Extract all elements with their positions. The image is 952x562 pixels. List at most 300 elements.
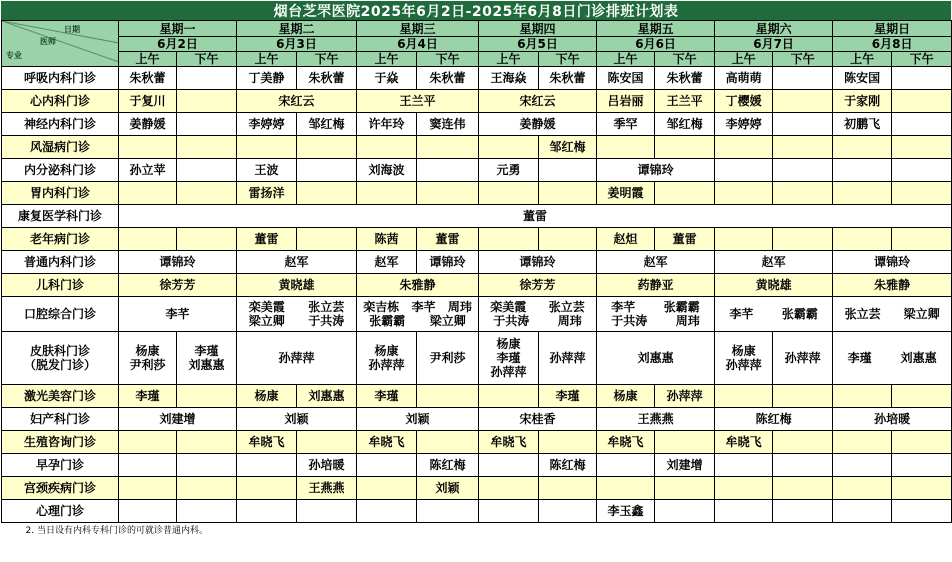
schedule-cell xyxy=(715,385,773,408)
schedule-cell: 赵军 xyxy=(357,251,417,274)
dept-label-line1: 皮肤科门诊 xyxy=(29,344,90,358)
schedule-cell: 徐芳芳 xyxy=(119,274,237,297)
doctor-name: 栾美霞 xyxy=(490,300,527,314)
schedule-cell xyxy=(539,228,597,251)
schedule-cell xyxy=(715,297,833,332)
schedule-cell: 丁美静 xyxy=(237,67,297,90)
schedule-cell xyxy=(177,67,237,90)
schedule-cell xyxy=(715,477,773,500)
schedule-cell: 牟晓飞 xyxy=(479,431,539,454)
doctor-name: 张霸霸 xyxy=(781,307,818,321)
schedule-cell: 于焱 xyxy=(357,67,417,90)
schedule-cell: 徐芳芳 xyxy=(479,274,597,297)
schedule-cell: 孙立苹 xyxy=(119,159,177,182)
schedule-cell: 姜明霞 xyxy=(597,182,655,205)
schedule-cell: 陈红梅 xyxy=(417,454,479,477)
schedule-cell xyxy=(357,297,479,332)
doctor-name: 梁立卿 xyxy=(903,307,940,321)
schedule-cell xyxy=(237,500,297,523)
schedule-cell xyxy=(119,477,177,500)
schedule-cell: 孙萍萍 xyxy=(237,332,357,385)
doctor-name: 梁立卿 xyxy=(248,314,285,328)
schedule-cell xyxy=(833,431,892,454)
schedule-cell xyxy=(655,500,715,523)
schedule-cell: 李婷婷 xyxy=(715,113,773,136)
schedule-cell xyxy=(177,385,237,408)
doctor-name: 张立芸 xyxy=(548,300,585,314)
corner-doctor-label: 医师 xyxy=(40,37,56,46)
schedule-cell xyxy=(119,454,177,477)
schedule-cell xyxy=(479,182,539,205)
schedule-cell: 牟晓飞 xyxy=(715,431,773,454)
schedule-cell: 朱雅静 xyxy=(833,274,952,297)
doctor-name: 孙萍萍 xyxy=(368,358,405,372)
dept-label: 内分泌科门诊 xyxy=(2,159,119,182)
schedule-cell xyxy=(655,136,715,159)
schedule-cell xyxy=(417,431,479,454)
schedule-cell: 刘颖 xyxy=(357,408,479,431)
dept-label: 风湿病门诊 xyxy=(2,136,119,159)
schedule-cell xyxy=(479,477,539,500)
schedule-cell xyxy=(357,477,417,500)
doctor-name: 刘惠惠 xyxy=(188,358,225,372)
schedule-cell xyxy=(297,500,357,523)
schedule-cell xyxy=(119,431,177,454)
doctor-name: 杨康 xyxy=(135,344,160,358)
row-rehab xyxy=(2,205,952,228)
row-gastro xyxy=(2,182,952,205)
schedule-cell: 于家刚 xyxy=(833,90,892,113)
schedule-cell xyxy=(479,332,539,385)
schedule-cell xyxy=(539,182,597,205)
dept-label: 神经内科门诊 xyxy=(2,113,119,136)
schedule-cell xyxy=(773,500,833,523)
schedule-cell: 王海焱 xyxy=(479,67,539,90)
corner-date-label: 日期 xyxy=(64,25,80,34)
schedule-cell xyxy=(892,228,952,251)
header-weekday-row xyxy=(2,21,952,37)
schedule-cell: 陈安国 xyxy=(833,67,892,90)
weekday-6: 星期六 xyxy=(715,21,833,37)
schedule-cell xyxy=(237,136,297,159)
schedule-cell xyxy=(715,159,773,182)
row-pregnancy xyxy=(2,454,952,477)
schedule-cell: 李玉鑫 xyxy=(597,500,655,523)
schedule-cell xyxy=(297,159,357,182)
schedule-cell xyxy=(177,182,237,205)
schedule-cell xyxy=(479,500,539,523)
date-5: 6月6日 xyxy=(597,37,715,52)
schedule-cell: 孙萍萍 xyxy=(773,332,833,385)
schedule-cell: 雷扬洋 xyxy=(237,182,297,205)
row-peds xyxy=(2,274,952,297)
schedule-cell xyxy=(479,385,539,408)
doctor-name: 尹利莎 xyxy=(129,358,166,372)
row-resp xyxy=(2,67,952,90)
row-laser xyxy=(2,385,952,408)
date-2: 6月3日 xyxy=(237,37,357,52)
schedule-cell: 李婷婷 xyxy=(237,113,297,136)
schedule-cell: 黄晓雄 xyxy=(237,274,357,297)
header-date-row xyxy=(2,37,952,52)
dept-label-line2: （脱发门诊） xyxy=(23,358,96,372)
schedule-cell xyxy=(177,228,237,251)
schedule-cell: 董雷 xyxy=(237,228,297,251)
schedule-cell xyxy=(479,297,597,332)
schedule-cell xyxy=(597,297,715,332)
schedule-cell: 赵军 xyxy=(715,251,833,274)
date-1: 6月2日 xyxy=(119,37,237,52)
row-neuro xyxy=(2,113,952,136)
pm-label: 下午 xyxy=(773,52,833,67)
schedule-cell xyxy=(892,113,952,136)
schedule-cell: 吕岩丽 xyxy=(597,90,655,113)
doctor-name: 杨康 xyxy=(374,344,399,358)
schedule-cell xyxy=(892,477,952,500)
schedule-cell: 刘颖 xyxy=(417,477,479,500)
schedule-cell xyxy=(715,454,773,477)
doctor-name: 孙萍萍 xyxy=(490,365,527,379)
schedule-cell xyxy=(357,500,417,523)
schedule-cell: 陈红梅 xyxy=(715,408,833,431)
schedule-cell: 黄晓雄 xyxy=(715,274,833,297)
schedule-cell xyxy=(119,500,177,523)
schedule-cell xyxy=(715,228,773,251)
schedule-cell: 牟晓飞 xyxy=(357,431,417,454)
pm-label: 下午 xyxy=(417,52,479,67)
doctor-name: 李瑾 xyxy=(496,351,521,365)
schedule-cell: 刘海波 xyxy=(357,159,417,182)
doctor-name: 刘惠惠 xyxy=(900,351,937,365)
schedule-cell xyxy=(773,90,833,113)
schedule-cell: 宋桂香 xyxy=(479,408,597,431)
schedule-cell: 药静亚 xyxy=(597,274,715,297)
schedule-cell xyxy=(119,182,177,205)
doctor-name: 栾吉栋 xyxy=(363,300,400,314)
schedule-cell xyxy=(773,67,833,90)
dept-label: 康复医学科门诊 xyxy=(2,205,119,228)
schedule-cell xyxy=(297,182,357,205)
schedule-cell: 朱秋蕾 xyxy=(655,67,715,90)
doctor-name: 梁立卿 xyxy=(429,314,466,328)
am-label: 上午 xyxy=(357,52,417,67)
schedule-cell: 朱秋蕾 xyxy=(417,67,479,90)
doctor-name: 李芊 xyxy=(611,300,636,314)
schedule-cell xyxy=(177,454,237,477)
schedule-cell xyxy=(773,228,833,251)
schedule-cell xyxy=(892,159,952,182)
doctor-name: 张霸霸 xyxy=(369,314,406,328)
schedule-cell: 李瑾 xyxy=(119,385,177,408)
schedule-cell xyxy=(177,136,237,159)
pm-label: 下午 xyxy=(177,52,237,67)
schedule-cell xyxy=(833,332,952,385)
schedule-cell xyxy=(539,477,597,500)
schedule-cell xyxy=(833,136,892,159)
dept-label: 胃内科门诊 xyxy=(2,182,119,205)
weekday-3: 星期三 xyxy=(357,21,479,37)
schedule-cell xyxy=(177,431,237,454)
schedule-cell: 谭锦玲 xyxy=(833,251,952,274)
schedule-cell xyxy=(119,332,177,385)
schedule-cell xyxy=(892,90,952,113)
weekday-7: 星期日 xyxy=(833,21,952,37)
corner-dept-label: 专业 xyxy=(6,51,22,60)
schedule-cell xyxy=(297,228,357,251)
schedule-cell xyxy=(417,136,479,159)
schedule-cell: 孙萍萍 xyxy=(539,332,597,385)
weekday-5: 星期五 xyxy=(597,21,715,37)
schedule-cell xyxy=(655,182,715,205)
dept-label: 口腔综合门诊 xyxy=(2,297,119,332)
date-6: 6月7日 xyxy=(715,37,833,52)
doctor-name: 张霸霸 xyxy=(663,300,700,314)
footnote: 2. 当日设有内科专科门诊的可就诊普通内科。 xyxy=(25,526,208,536)
am-label: 上午 xyxy=(237,52,297,67)
schedule-cell xyxy=(357,454,417,477)
schedule-cell: 姜静媛 xyxy=(479,113,597,136)
schedule-cell xyxy=(479,228,539,251)
schedule-cell: 赵军 xyxy=(597,251,715,274)
schedule-cell xyxy=(892,67,952,90)
schedule-cell xyxy=(833,454,892,477)
schedule-cell xyxy=(833,385,892,408)
dept-label: 老年病门诊 xyxy=(2,228,119,251)
schedule-cell xyxy=(177,332,237,385)
schedule-cell xyxy=(892,431,952,454)
schedule-cell xyxy=(177,90,237,113)
doctor-name: 杨康 xyxy=(731,344,756,358)
date-4: 6月5日 xyxy=(479,37,597,52)
schedule-cell: 窦连伟 xyxy=(417,113,479,136)
schedule-cell xyxy=(773,182,833,205)
schedule-table xyxy=(1,20,952,539)
schedule-cell: 赵军 xyxy=(237,251,357,274)
schedule-cell xyxy=(119,136,177,159)
schedule-cell xyxy=(715,182,773,205)
schedule-cell: 邹红梅 xyxy=(539,136,597,159)
dept-label: 心内科门诊 xyxy=(2,90,119,113)
header-corner xyxy=(2,21,119,67)
schedule-cell: 杨康 xyxy=(237,385,297,408)
schedule-cell xyxy=(892,500,952,523)
schedule-cell: 谭锦玲 xyxy=(479,251,597,274)
pm-label: 下午 xyxy=(297,52,357,67)
schedule-cell: 刘惠惠 xyxy=(297,385,357,408)
schedule-cell xyxy=(539,431,597,454)
doctor-name: 李芊 xyxy=(411,300,436,314)
schedule-cell xyxy=(773,136,833,159)
row-geri xyxy=(2,228,952,251)
date-7: 6月8日 xyxy=(833,37,952,52)
schedule-cell xyxy=(655,431,715,454)
schedule-cell: 李瑾 xyxy=(357,385,417,408)
schedule-cell xyxy=(773,385,833,408)
schedule-cell: 王燕燕 xyxy=(297,477,357,500)
row-endo xyxy=(2,159,952,182)
schedule-cell xyxy=(357,332,417,385)
pm-label: 下午 xyxy=(655,52,715,67)
schedule-cell xyxy=(715,500,773,523)
am-label: 上午 xyxy=(833,52,892,67)
schedule-cell xyxy=(773,113,833,136)
schedule-cell: 董雷 xyxy=(655,228,715,251)
schedule-cell xyxy=(539,500,597,523)
row-cervix xyxy=(2,477,952,500)
schedule-cell: 于复川 xyxy=(119,90,177,113)
schedule-cell xyxy=(833,297,952,332)
schedule-cell: 董雷 xyxy=(119,205,952,228)
schedule-cell: 谭锦玲 xyxy=(597,159,715,182)
schedule-cell xyxy=(357,136,417,159)
am-label: 上午 xyxy=(715,52,773,67)
doctor-name: 孙萍萍 xyxy=(725,358,762,372)
schedule-cell: 陈茜 xyxy=(357,228,417,251)
note-row xyxy=(2,523,952,540)
schedule-cell xyxy=(237,297,357,332)
schedule-cell: 朱秋蕾 xyxy=(119,67,177,90)
schedule-cell: 王兰平 xyxy=(357,90,479,113)
schedule-cell xyxy=(297,431,357,454)
doctor-name: 于共涛 xyxy=(308,314,345,328)
weekday-4: 星期四 xyxy=(479,21,597,37)
schedule-cell: 刘建增 xyxy=(655,454,715,477)
schedule-cell xyxy=(715,332,773,385)
schedule-cell xyxy=(539,159,597,182)
dept-label: 儿科门诊 xyxy=(2,274,119,297)
row-obgyn xyxy=(2,408,952,431)
schedule-cell xyxy=(773,431,833,454)
schedule-cell: 杨康 xyxy=(597,385,655,408)
weekday-1: 星期一 xyxy=(119,21,237,37)
doctor-name: 周玮 xyxy=(447,300,472,314)
schedule-cell xyxy=(833,182,892,205)
dept-label: 早孕门诊 xyxy=(2,454,119,477)
schedule-cell: 王波 xyxy=(237,159,297,182)
doctor-name: 李芊 xyxy=(729,307,754,321)
schedule-cell: 孙培暖 xyxy=(297,454,357,477)
schedule-cell xyxy=(773,454,833,477)
schedule-cell xyxy=(479,136,539,159)
schedule-cell: 元勇 xyxy=(479,159,539,182)
doctor-name: 周玮 xyxy=(557,314,582,328)
schedule-cell xyxy=(892,136,952,159)
schedule-cell xyxy=(177,159,237,182)
schedule-cell xyxy=(357,182,417,205)
doctor-name: 张立芸 xyxy=(844,307,881,321)
am-label: 上午 xyxy=(479,52,539,67)
dept-label: 普通内科门诊 xyxy=(2,251,119,274)
header-ampm-row xyxy=(2,52,952,67)
schedule-cell: 尹利莎 xyxy=(417,332,479,385)
schedule-cell xyxy=(773,159,833,182)
schedule-cell xyxy=(417,385,479,408)
schedule-cell: 刘颖 xyxy=(237,408,357,431)
schedule-cell xyxy=(417,159,479,182)
schedule-cell xyxy=(773,477,833,500)
schedule-cell: 李瑾 xyxy=(539,385,597,408)
schedule-cell: 陈红梅 xyxy=(539,454,597,477)
dept-label: 生殖咨询门诊 xyxy=(2,431,119,454)
schedule-cell xyxy=(177,477,237,500)
doctor-name: 李瑾 xyxy=(194,344,219,358)
doctor-name: 于共涛 xyxy=(493,314,530,328)
schedule-cell: 王兰平 xyxy=(655,90,715,113)
schedule-cell: 王燕燕 xyxy=(597,408,715,431)
schedule-cell xyxy=(715,136,773,159)
schedule-cell: 刘建增 xyxy=(119,408,237,431)
schedule-cell: 朱雅静 xyxy=(357,274,479,297)
row-cardio xyxy=(2,90,952,113)
doctor-name: 杨康 xyxy=(496,337,521,351)
schedule-cell xyxy=(237,454,297,477)
schedule-cell xyxy=(177,500,237,523)
schedule-cell xyxy=(833,477,892,500)
row-gim xyxy=(2,251,952,274)
dept-label: 心理门诊 xyxy=(2,500,119,523)
schedule-cell: 赵炟 xyxy=(597,228,655,251)
schedule-cell xyxy=(833,228,892,251)
schedule-cell: 董雷 xyxy=(417,228,479,251)
schedule-cell xyxy=(597,454,655,477)
schedule-cell: 高萌萌 xyxy=(715,67,773,90)
dept-label: 呼吸内科门诊 xyxy=(2,67,119,90)
schedule-cell: 丁樱媛 xyxy=(715,90,773,113)
schedule-cell: 陈安国 xyxy=(597,67,655,90)
schedule-cell: 朱秋蕾 xyxy=(539,67,597,90)
pm-label: 下午 xyxy=(539,52,597,67)
row-psych xyxy=(2,500,952,523)
row-rheum xyxy=(2,136,952,159)
row-derm xyxy=(2,332,952,385)
schedule-cell xyxy=(417,182,479,205)
schedule-cell xyxy=(892,182,952,205)
schedule-cell: 谭锦玲 xyxy=(417,251,479,274)
schedule-cell: 李芊 xyxy=(119,297,237,332)
weekday-2: 星期二 xyxy=(237,21,357,37)
dept-label: 宫颈疾病门诊 xyxy=(2,477,119,500)
schedule-cell: 邹红梅 xyxy=(297,113,357,136)
doctor-name: 于共涛 xyxy=(611,314,648,328)
dept-label xyxy=(2,332,119,385)
row-fertility xyxy=(2,431,952,454)
sheet-title: 烟台芝罘医院2025年6月2日-2025年6月8日门诊排班计划表 xyxy=(1,1,951,20)
schedule-cell: 牟晓飞 xyxy=(237,431,297,454)
schedule-cell xyxy=(237,477,297,500)
doctor-name: 李瑾 xyxy=(847,351,872,365)
schedule-cell: 许年玲 xyxy=(357,113,417,136)
schedule-cell: 宋红云 xyxy=(479,90,597,113)
schedule-cell xyxy=(892,454,952,477)
date-3: 6月4日 xyxy=(357,37,479,52)
dept-label: 妇产科门诊 xyxy=(2,408,119,431)
schedule-cell xyxy=(597,136,655,159)
schedule-cell: 谭锦玲 xyxy=(119,251,237,274)
dept-label: 激光美容门诊 xyxy=(2,385,119,408)
schedule-cell xyxy=(119,228,177,251)
schedule-cell: 初鹏飞 xyxy=(833,113,892,136)
schedule-cell: 姜静媛 xyxy=(119,113,177,136)
schedule-cell xyxy=(297,136,357,159)
row-oral xyxy=(2,297,952,332)
schedule-cell xyxy=(597,477,655,500)
doctor-name: 周玮 xyxy=(675,314,700,328)
schedule-cell: 刘惠惠 xyxy=(597,332,715,385)
schedule-cell: 孙萍萍 xyxy=(655,385,715,408)
schedule-cell xyxy=(655,477,715,500)
schedule-cell xyxy=(177,113,237,136)
doctor-name: 栾美霞 xyxy=(248,300,285,314)
